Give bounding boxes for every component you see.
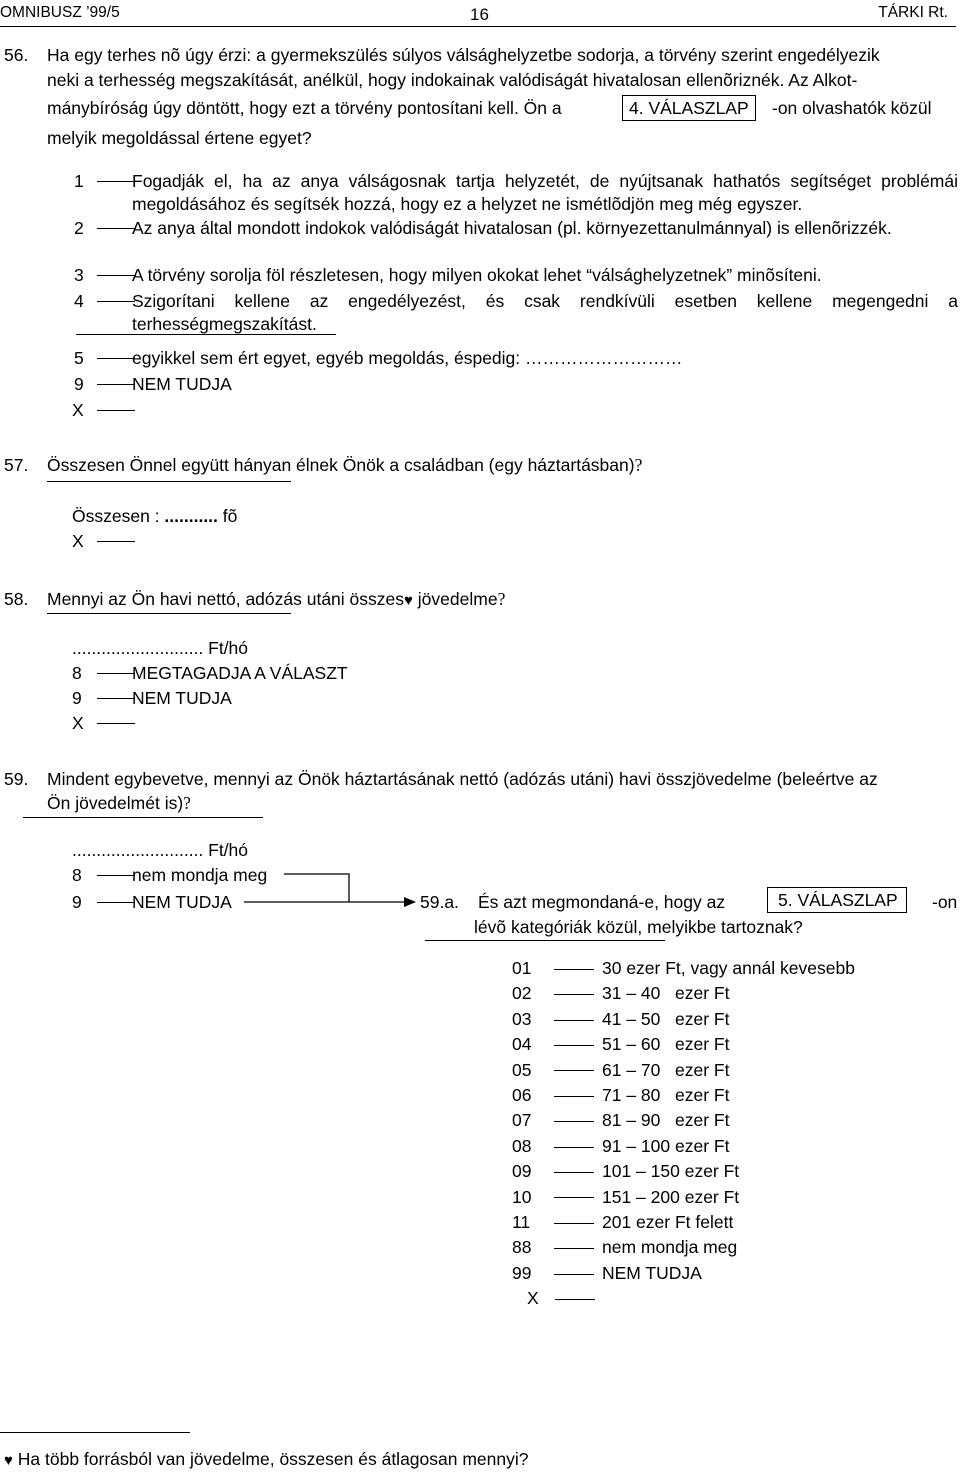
category-text: 81 – 90 ezer Ft [602,1110,730,1131]
footnote-rule [0,1432,190,1433]
q58-number: 58. [4,589,29,609]
answer-unit: fõ [222,506,238,526]
routing-arrow-icon [240,866,420,912]
q56-option-code: X [72,400,84,420]
category-code: 10 [512,1186,532,1207]
option-dash [97,275,135,276]
income-category-row [512,1211,733,1233]
answer-label: Összesen : [72,506,160,526]
category-text: 61 – 70 ezer Ft [602,1059,730,1080]
income-category-row [512,1186,739,1208]
q59a-line2: lévõ kategóriák közül, melyikbe tartoznak? [474,917,803,937]
q56-number: 56. [4,45,29,65]
income-category-row [512,957,855,979]
income-category-row [512,1033,729,1055]
income-category-row [512,1059,729,1081]
q58-answer: ........................... Ft/hó [72,638,249,658]
header-title: OMNIBUSZ ’99/5 [0,4,120,21]
option-dash [97,410,135,411]
q56-option-text: Az anya által mondott indokok valódiságát hivatalosan (pl. környezettanulmánnyal) is ellenõrizzék. [132,218,892,238]
heart-icon: ♥ [4,1452,13,1469]
income-category-row [527,1287,603,1309]
option-dash [554,1223,594,1224]
option-dash [554,1274,594,1275]
q59a-text-suffix: -on [932,892,958,912]
category-code: X [527,1288,539,1309]
q59-line2 [47,793,191,815]
option-dash [554,969,594,970]
q56-option-code: 4 [74,291,84,311]
option-dash [554,994,594,995]
q57-text: Összesen Önnel együtt hányan élnek Önök a családban (egy háztartásban) [47,455,635,475]
income-category-row [512,1084,729,1106]
header-rule [0,26,956,27]
category-text: 41 – 50 ezer Ft [602,1008,730,1029]
q58-option-text: NEM TUDJA [132,688,232,708]
valaszlap-4-box: 4. VÁLASZLAP [622,95,756,121]
q59-line1: Mindent egybevetve, mennyi az Önök háztartásának nettó (adózás utáni) havi összjövedelme (beleértve az [47,769,878,789]
income-category-row [512,1135,729,1157]
q58-option-code: 9 [72,688,82,708]
q56-option-text: Szigorítani kellene az engedélyezést, és csak rendkívüli esetben kellene megengedni a terhességmegszakítást. [132,291,958,334]
question-underline [47,481,291,482]
q56-line1: Ha egy terhes nõ úgy érzi: a gyermekszülés súlyos válsághelyzetbe sodorja, a törvény szerint engedélyezik [47,45,880,65]
q58-question [47,589,505,611]
category-code: 05 [512,1059,532,1080]
income-category-row [512,1236,737,1258]
q59a-text: És azt megmondaná-e, hogy az [478,892,726,912]
category-text: 71 – 80 ezer Ft [602,1085,730,1105]
category-text: 31 – 40 ezer Ft [602,983,730,1004]
income-category-row [512,1109,729,1131]
option-dash [554,1070,594,1071]
category-code: 11 [512,1212,531,1232]
q56-option-text: A törvény sorolja föl részletesen, hogy milyen okokat lehet “válsághelyzetnek” minõsíteni. [132,265,822,285]
option-dash [97,358,135,359]
category-text: NEM TUDJA [602,1262,702,1283]
q59-qmark: ? [183,793,191,813]
q56-option-text: Fogadják el, ha az anya válságosnak tartja helyzetét, de nyújtsanak hathatós segítséget problémái megoldásához és segítsék hozzá, hogy ez a helyzet ne ismétlõdjön meg még egyszer. [132,171,958,214]
category-text: 30 ezer Ft, vagy annál kevesebb [602,958,855,978]
income-category-row [512,1008,729,1030]
option-dash [97,301,135,302]
category-code: 09 [512,1161,532,1182]
category-code: 01 [512,958,532,978]
q56-option-code: 1 [74,171,84,191]
option-dash [97,228,135,229]
category-text: 51 – 60 ezer Ft [602,1034,730,1055]
category-code: 03 [512,1008,532,1029]
income-category-row [512,1160,739,1182]
q59a-number: 59.a. [420,892,459,912]
income-category-row [512,982,729,1004]
category-code: 02 [512,983,532,1004]
q57-x-code: X [72,531,84,551]
q58-option-code: X [72,713,84,733]
footnote-text: Ha több forrásból van jövedelme, összesen és átlagosan mennyi? [17,1449,529,1469]
q56-line3a: mánybíróság úgy döntött, hogy ezt a törvény pontosítani kell. Ön a [47,98,562,118]
q56-line4: melyik megoldással értene egyet? [47,128,312,148]
option-dash [554,1096,594,1097]
category-code: 04 [512,1034,532,1055]
category-text: 151 – 200 ezer Ft [602,1186,740,1207]
option-dash [97,541,135,542]
category-code: 08 [512,1135,532,1156]
category-text: 101 – 150 ezer Ft [602,1161,740,1182]
q59-answer: ........................... Ft/hó [72,840,249,860]
header-org: TÁRKI Rt. [878,4,948,21]
category-code: 99 [512,1262,532,1283]
q59-option-text: NEM TUDJA [132,892,232,912]
q58-text-a: Mennyi az Ön havi nettó, adózás utáni összes [47,589,405,609]
option-dash [97,698,135,699]
heart-icon: ♥ [404,592,413,609]
option-dash [97,723,135,724]
option-dash [97,673,135,674]
q56-option-code: 2 [74,218,84,238]
q59-option-text: nem mondja meg [132,865,268,885]
category-text: 91 – 100 ezer Ft [602,1135,730,1156]
q58-qmark: ? [497,589,506,609]
section-rule [76,334,336,335]
q56-option-code: 9 [74,374,84,394]
option-dash [554,1147,594,1148]
option-dash [554,1172,594,1173]
option-dash [554,1020,594,1021]
question-underline [425,940,665,941]
option-dash [554,1121,594,1122]
option-dash [555,1299,595,1300]
option-dash [97,902,135,903]
question-underline [23,817,263,818]
q59-line2-text: Ön jövedelmét is) [47,793,184,813]
q56-option-code: 5 [74,348,84,368]
q56-option-code: 3 [74,265,84,285]
q56-option-text: egyikkel sem ért egyet, egyéb megoldás, éspedig: ……………………… [132,348,683,368]
q58-option-code: 8 [72,663,82,683]
q59-option-code: 9 [72,892,82,912]
q58-option-text: MEGTAGADJA A VÁLASZT [132,663,348,683]
q57-answer [72,505,237,527]
question-underline [47,613,291,614]
answer-dots: ........... [164,506,218,526]
category-text: 201 ezer Ft felett [602,1212,734,1232]
category-code: 06 [512,1085,532,1105]
page-number: 16 [470,5,489,24]
option-dash [554,1248,594,1249]
q57-number: 57. [4,455,29,475]
option-dash [97,181,135,182]
q56-line2: neki a terhesség megszakítását, anélkül, hogy indokainak valódiságát hivatalosan ellenõriznék. Az Alkot- [47,70,858,90]
q57-qmark: ? [634,455,643,475]
q59-option-code: 8 [72,865,82,885]
q56-option-text: NEM TUDJA [132,374,232,394]
q56-line3b: -on olvashatók közül [772,98,932,118]
category-text: nem mondja meg [602,1237,738,1258]
category-code: 88 [512,1237,532,1258]
option-dash [97,384,135,385]
footnote [4,1449,529,1471]
q58-text-b: jövedelme [412,589,498,609]
valaszlap-5-box: 5. VÁLASZLAP [767,887,907,913]
option-dash [554,1045,594,1046]
q59-number: 59. [4,769,29,789]
category-code: 07 [512,1110,532,1131]
option-dash [554,1197,594,1198]
q57-question [47,455,642,477]
income-category-row [512,1262,702,1284]
option-dash [97,875,135,876]
